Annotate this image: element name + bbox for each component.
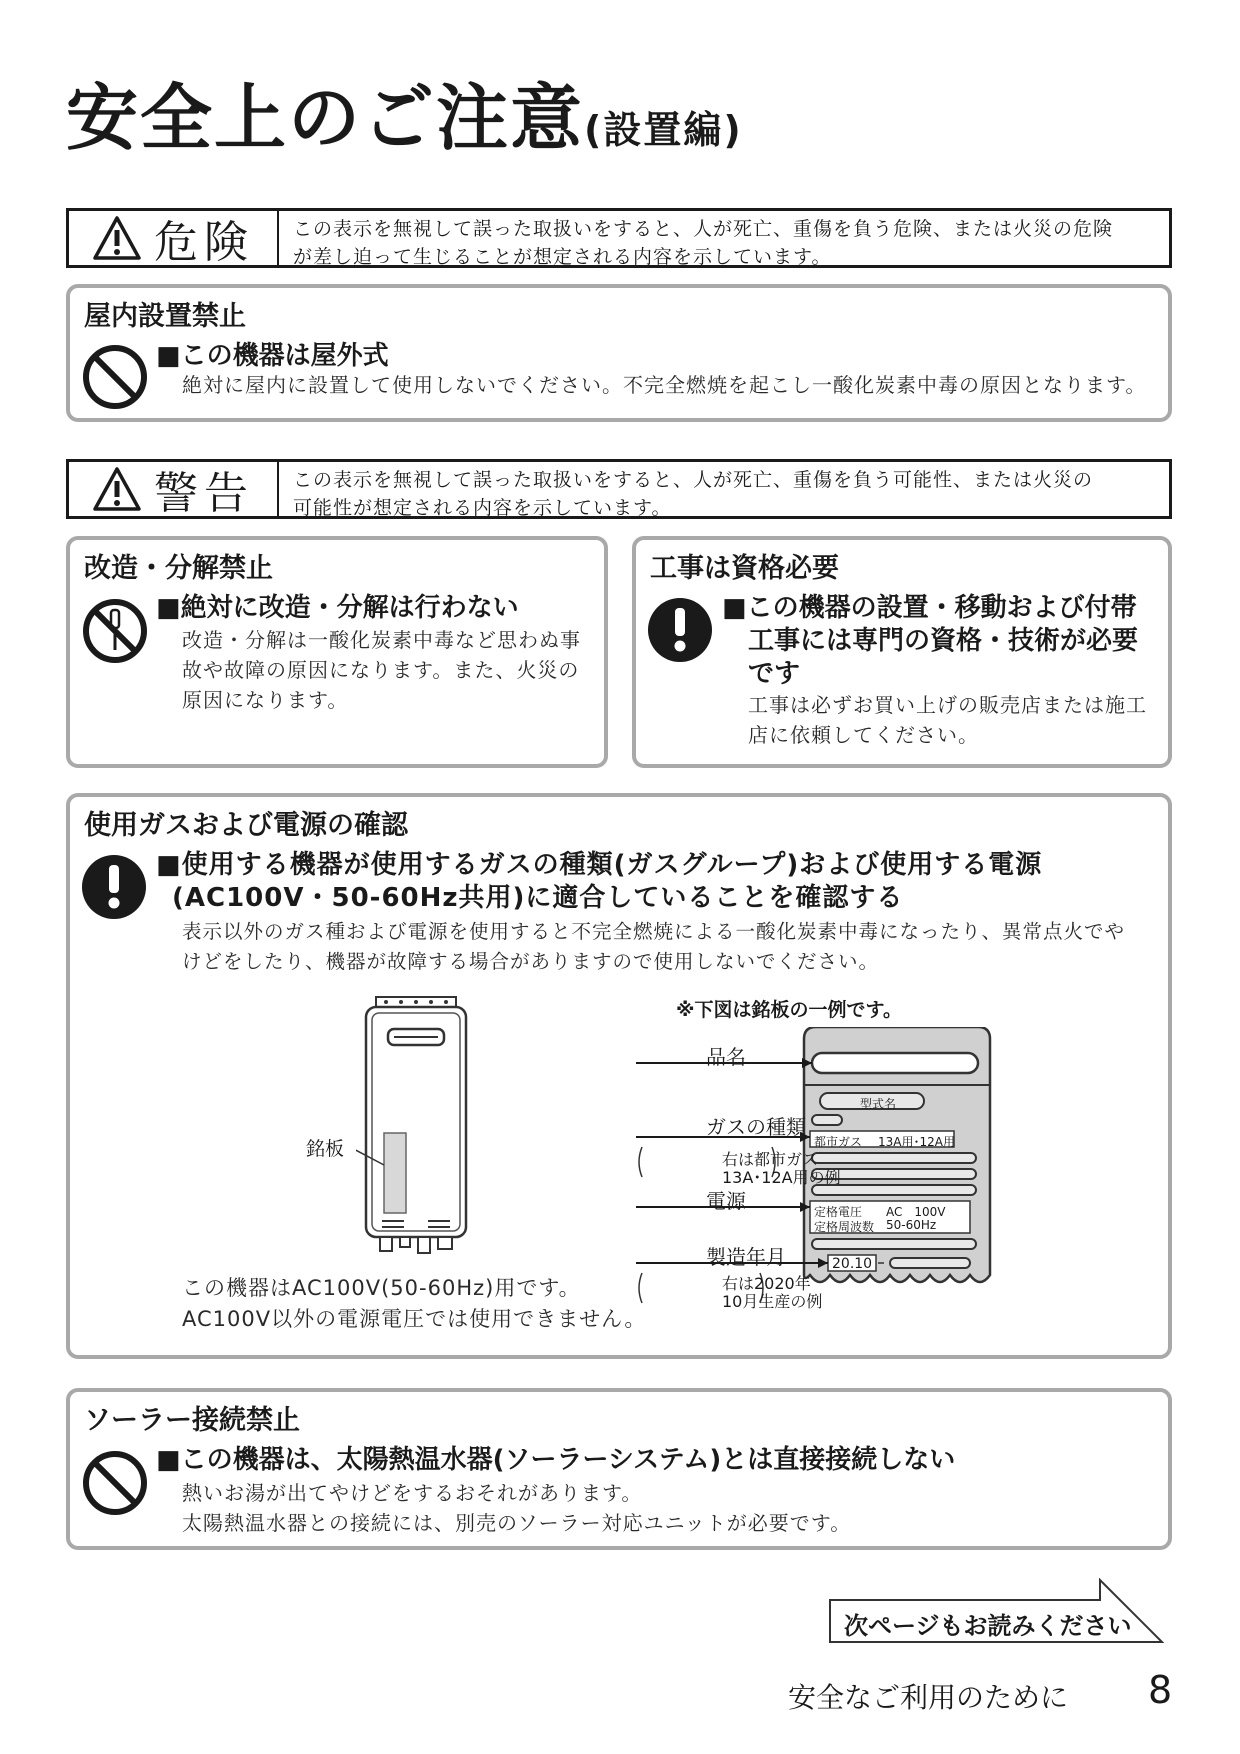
license-body-line: 工事は必ずお買い上げの販売店または施工 (748, 693, 1147, 717)
label-manufacture-date: 製造年月 (706, 1245, 786, 1269)
label-product-name: 品名 (706, 1045, 746, 1069)
plate-frequency-label: 定格周波数 (814, 1220, 875, 1234)
power-note-line: AC100V以外の電源電圧では使用できません。 (182, 1307, 647, 1331)
license-required-box (632, 536, 1172, 768)
plate-voltage-label: 定格電圧 (814, 1205, 863, 1219)
gas-title: 使用ガスおよび電源の確認 (84, 810, 408, 841)
license-head-line: 工事には専門の資格・技術が必要 (748, 626, 1139, 656)
indoor-title: 屋内設置禁止 (84, 301, 246, 332)
license-rule-heading (722, 592, 1138, 691)
gas-head-line: (AC100V・50-60Hz共用)に適合していることを確認する (172, 883, 904, 913)
warning-triangle-icon (92, 466, 142, 512)
modify-body-line: 原因になります。 (182, 688, 349, 712)
license-head-line: ■この機器の設置・移動および付帯 (722, 593, 1137, 623)
nameplate-diagram (620, 1027, 1190, 1317)
solar-body-line: 熱いお湯が出てやけどをするおそれがあります。 (182, 1481, 643, 1505)
solar-title: ソーラー接続禁止 (84, 1405, 300, 1436)
gas-body-line: けどをしたり、機器が故障する場合がありますので使用しないでください。 (182, 950, 880, 973)
date-example-line: 10月生産の例 (722, 1292, 823, 1311)
gas-example-line: 13A･12A用の例 (722, 1168, 841, 1187)
gas-head-line: ■使用する機器が使用するガスの種類(ガスグループ)および使用する電源 (156, 850, 1043, 880)
license-title: 工事は資格必要 (650, 553, 839, 584)
warning-signal-bar (66, 459, 1172, 519)
date-example-line: 右は2020年 (722, 1274, 811, 1293)
plate-gas-name: 都市ガス (814, 1135, 863, 1149)
label-date-example (722, 1275, 822, 1311)
page-title (66, 76, 743, 160)
indoor-rule-heading: ■この機器は屋外式 (156, 341, 389, 371)
footer-section-title: 安全なご利用のために (788, 1681, 1069, 1714)
solar-rule-heading: ■この機器は、太陽熱温水器(ソーラーシステム)とは直接接続しない (156, 1445, 956, 1475)
danger-description (279, 211, 1169, 268)
modify-body-line: 改造・分解は一酸化炭素中毒など思わぬ事 (182, 628, 581, 652)
power-note-line: この機器はAC100V(50-60Hz)用です。 (182, 1276, 581, 1300)
gas-rule-body (182, 917, 1125, 977)
danger-desc-line: が差し迫って生じることが想定される内容を示しています。 (293, 246, 832, 268)
plate-date-value: 20.10 (832, 1256, 873, 1272)
page-title-main: 安全上のご注意 (66, 76, 585, 160)
warning-desc-line: 可能性が想定される内容を示しています。 (293, 497, 672, 519)
indoor-rule-body: 絶対に屋内に設置して使用しないでください。不完全燃焼を起こし一酸化炭素中毒の原因となります。 (182, 373, 1147, 397)
indoor-prohibited-box (66, 284, 1172, 422)
power-note (182, 1273, 646, 1335)
water-heater-illustration (356, 995, 476, 1263)
plate-model-label: 型式名 (860, 1097, 897, 1111)
gas-power-confirm-box (66, 793, 1172, 1359)
license-body-line: 店に依頼してください。 (748, 723, 979, 747)
page-number: 8 (1148, 1668, 1173, 1712)
danger-signal-bar (66, 208, 1172, 268)
modify-rule-body (182, 625, 581, 715)
page-title-sub: (設置編) (584, 108, 743, 152)
warning-word: 警告 (154, 468, 254, 519)
license-rule-body (748, 690, 1147, 750)
gas-body-line: 表示以外のガス種および電源を使用すると不完全燃焼による一酸化炭素中毒になったり、異常点火でや (182, 920, 1126, 943)
label-power: 電源 (706, 1189, 746, 1213)
warning-signal-word (69, 462, 279, 519)
nameplate-example-note: ※下図は銘板の一例です。 (676, 999, 902, 1021)
license-head-line: です (748, 659, 801, 689)
label-gas-type: ガスの種類 (706, 1115, 806, 1139)
prohibited-icon (82, 344, 148, 410)
warning-desc-line: この表示を無視して誤った取扱いをすると、人が死亡、重傷を負う可能性、または火災の (293, 469, 1094, 491)
gas-example-line: 右は都市ガス (722, 1150, 819, 1169)
prohibited-icon (82, 1450, 148, 1516)
plate-frequency-value: 50-60Hz (886, 1218, 937, 1232)
warning-triangle-icon (92, 215, 142, 261)
no-disassembly-icon (82, 598, 148, 664)
label-gas-example (722, 1151, 841, 1187)
modify-rule-heading: ■絶対に改造・分解は行わない (156, 593, 519, 623)
plate-voltage-value: AC 100V (886, 1205, 946, 1219)
danger-desc-line: この表示を無視して誤った取扱いをすると、人が死亡、重傷を負う危険、または火災の危険 (293, 218, 1114, 240)
solar-rule-body (182, 1478, 851, 1538)
mandatory-exclamation-icon (80, 853, 148, 921)
modify-body-line: 故や故障の原因になります。また、火災の (182, 658, 580, 682)
gas-rule-heading (156, 849, 1042, 915)
plate-gas-value: 13A用･12A用 (878, 1135, 955, 1149)
mandatory-exclamation-icon (646, 596, 714, 664)
nameplate-location-label: 銘板 (306, 1138, 345, 1160)
solar-prohibited-box (66, 1388, 1172, 1550)
warning-description (279, 462, 1169, 519)
danger-signal-word (69, 211, 279, 268)
solar-body-line: 太陽熱温水器との接続には、別売のソーラー対応ユニットが必要です。 (182, 1511, 852, 1535)
modify-prohibited-box (66, 536, 608, 768)
danger-word: 危険 (154, 217, 254, 268)
modify-title: 改造・分解禁止 (84, 553, 273, 584)
next-page-label: 次ページもお読みください (844, 1612, 1132, 1640)
